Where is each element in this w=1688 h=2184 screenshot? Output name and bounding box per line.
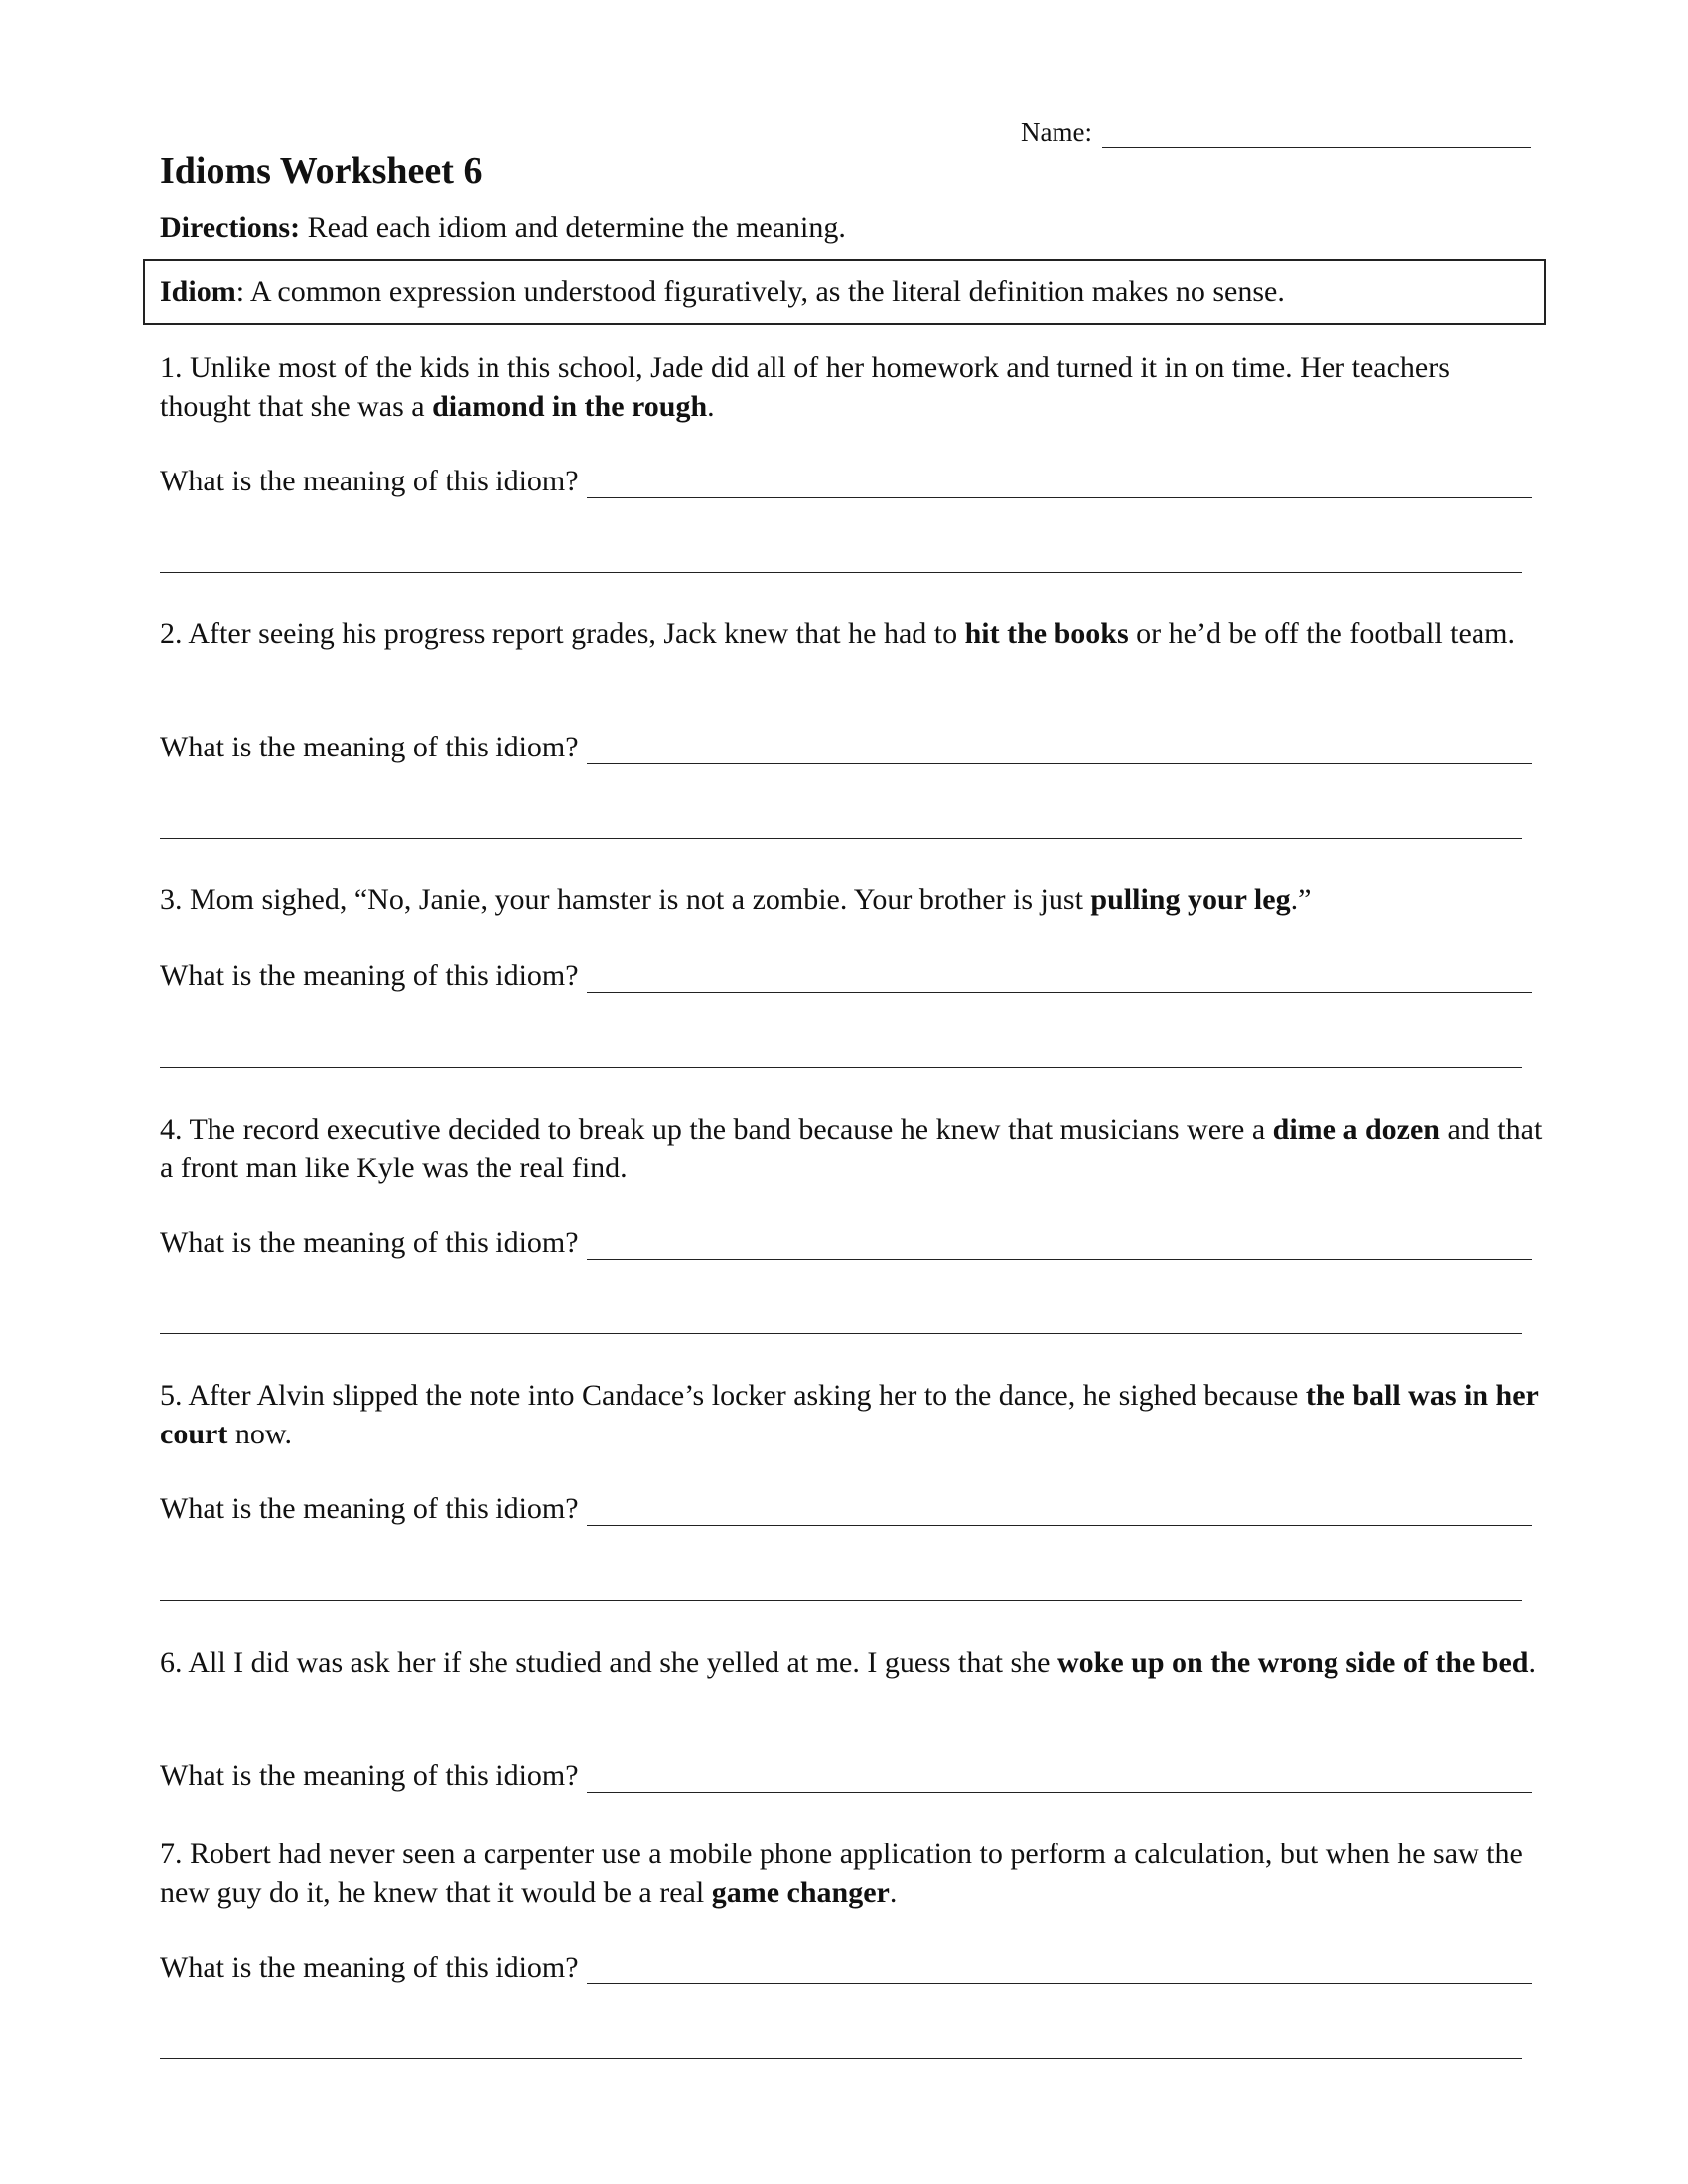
answer-line[interactable] <box>587 470 1532 498</box>
question-text: 4. The record executive decided to break up the band because he knew that musicians were a <box>160 1113 1273 1146</box>
question-text-end: or he’d be off the football team. <box>1128 617 1515 650</box>
name-input-line[interactable] <box>1102 119 1531 148</box>
answer-prompt-3 <box>160 959 1532 993</box>
idiom-phrase: the ball was in her court <box>160 1379 1539 1450</box>
question-5 <box>160 1376 1545 1453</box>
answer-prompt-5 <box>160 1492 1532 1526</box>
directions-text: Read each idiom and determine the meaning. <box>300 211 846 244</box>
answer-prompt-label: What is the meaning of this idiom? <box>160 1759 579 1792</box>
idiom-phrase: diamond in the rough <box>432 390 708 423</box>
question-2 <box>160 614 1545 653</box>
answer-prompt-6 <box>160 1759 1532 1793</box>
answer-prompt-7 <box>160 1951 1532 1984</box>
answer-prompt-label: What is the meaning of this idiom? <box>160 959 579 992</box>
definition-term: Idiom <box>160 275 236 308</box>
answer-line-extra[interactable] <box>160 1333 1522 1334</box>
question-text: 2. After seeing his progress report grades, Jack knew that he had to <box>160 617 965 650</box>
question-1 <box>160 348 1545 426</box>
answer-prompt-label: What is the meaning of this idiom? <box>160 731 579 763</box>
question-text-end: .” <box>1290 884 1312 916</box>
question-7 <box>160 1835 1545 1912</box>
answer-line-extra[interactable] <box>160 838 1522 839</box>
idiom-phrase: woke up on the wrong side of the bed <box>1056 1646 1529 1679</box>
idiom-phrase: game changer <box>711 1876 890 1909</box>
answer-line[interactable] <box>587 736 1532 764</box>
name-label: Name: <box>1021 117 1092 147</box>
answer-line[interactable] <box>587 1764 1532 1793</box>
definition-text: : A common expression understood figuratively, as the literal definition makes no sense. <box>235 275 1285 308</box>
answer-line[interactable] <box>587 1497 1532 1526</box>
question-text: 5. After Alvin slipped the note into Candace’s locker asking her to the dance, he sighed because <box>160 1379 1306 1412</box>
answer-prompt-label: What is the meaning of this idiom? <box>160 1951 579 1983</box>
question-6 <box>160 1643 1545 1682</box>
answer-prompt-label: What is the meaning of this idiom? <box>160 1226 579 1259</box>
answer-line[interactable] <box>587 1231 1532 1260</box>
question-text-end: now. <box>227 1418 293 1450</box>
worksheet-title: Idioms Worksheet 6 <box>160 150 483 192</box>
directions-label: Directions: <box>160 211 301 244</box>
question-text: 6. All I did was ask her if she studied and she yelled at me. I guess that she <box>160 1646 1057 1679</box>
answer-line[interactable] <box>587 1956 1532 1984</box>
idiom-definition-box <box>143 259 1546 325</box>
answer-line-extra[interactable] <box>160 572 1522 573</box>
answer-prompt-2 <box>160 731 1532 764</box>
question-3 <box>160 881 1545 919</box>
question-4 <box>160 1110 1545 1187</box>
question-text: 7. Robert had never seen a carpenter use a mobile phone application to perform a calculation, but when he saw the new guy do it, he knew that it would be a real <box>160 1838 1523 1909</box>
answer-prompt-1 <box>160 465 1532 498</box>
directions <box>160 211 846 245</box>
question-text-end: . <box>1528 1646 1536 1679</box>
answer-prompt-4 <box>160 1226 1532 1260</box>
answer-line-extra[interactable] <box>160 1067 1522 1068</box>
question-text: 3. Mom sighed, “No, Janie, your hamster is not a zombie. Your brother is just <box>160 884 1091 916</box>
idiom-phrase: pulling your leg <box>1090 884 1291 916</box>
question-text-end: . <box>889 1876 898 1909</box>
answer-line-extra[interactable] <box>160 1600 1522 1601</box>
question-text-end: . <box>707 390 715 423</box>
name-field <box>1021 117 1531 148</box>
question-text-end: and that a front man like Kyle was the real find. <box>160 1113 1543 1184</box>
idiom-phrase: dime a dozen <box>1272 1113 1440 1146</box>
idiom-phrase: hit the books <box>964 617 1129 650</box>
answer-prompt-label: What is the meaning of this idiom? <box>160 1492 579 1525</box>
answer-line[interactable] <box>587 964 1532 993</box>
answer-line-extra[interactable] <box>160 2058 1522 2059</box>
question-text: 1. Unlike most of the kids in this school, Jade did all of her homework and turned it in on time. Her teachers thought that she was a <box>160 351 1450 423</box>
answer-prompt-label: What is the meaning of this idiom? <box>160 465 579 497</box>
